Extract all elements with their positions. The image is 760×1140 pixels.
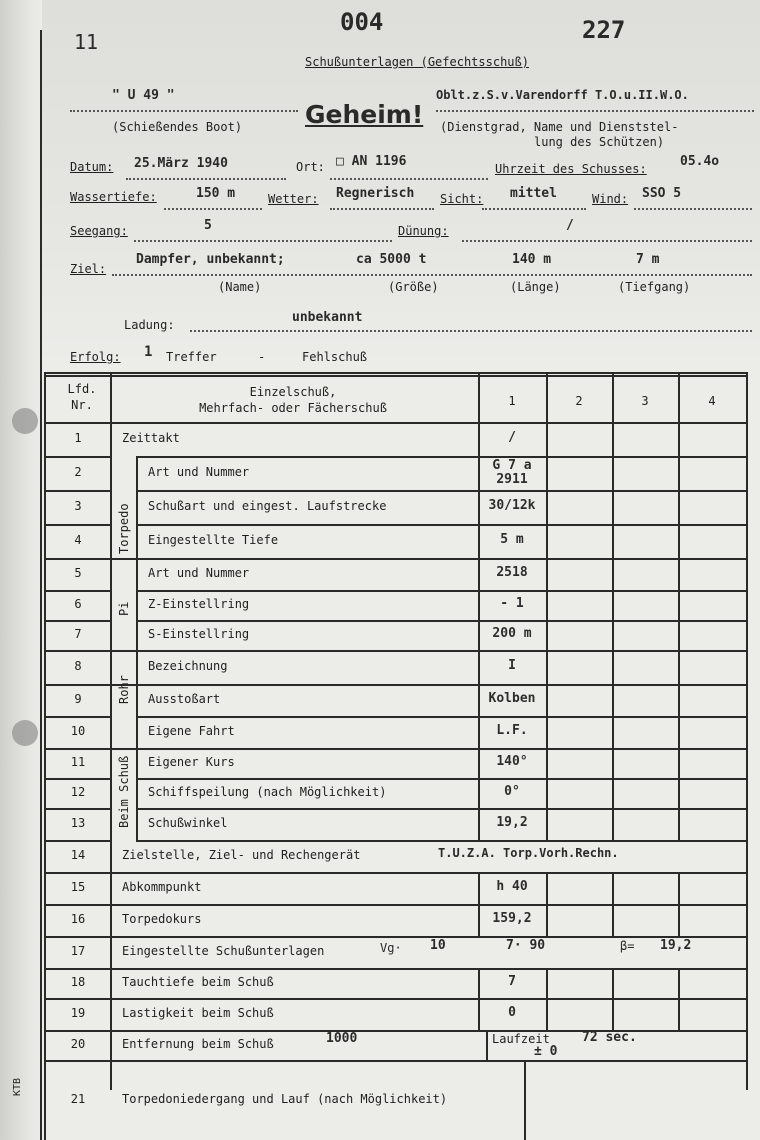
row-value-col1: G 7 a: [492, 458, 532, 473]
col-divider-4: [678, 372, 680, 840]
punch-hole: [12, 720, 38, 746]
wassertiefe-label: Wassertiefe:: [70, 190, 157, 204]
row17-beta-label: β=: [620, 939, 635, 953]
row-label: Abkommpunkt: [122, 880, 202, 894]
boat-caption: (Schießendes Boot): [112, 120, 243, 134]
row-value-col1: L.F.: [496, 723, 528, 738]
secret-stamp: Geheim!: [305, 100, 424, 129]
wassertiefe-value: 150 m: [196, 186, 236, 201]
row-label: Schußart und eingest. Laufstrecke: [148, 499, 387, 513]
header-col-4: 4: [708, 394, 716, 408]
row-label: Torpedokurs: [122, 912, 202, 926]
row-divider: [44, 936, 746, 938]
row-value-col1-line2: 2911: [496, 472, 528, 487]
row-number: 11: [70, 755, 86, 769]
row-divider: [136, 778, 746, 780]
seegang-line: [134, 240, 392, 242]
row21-value: ± 0: [534, 1044, 558, 1059]
row-label: Art und Nummer: [148, 566, 250, 580]
shooter-caption-2: lung des Schützen): [534, 135, 665, 149]
datum-value: 25.März 1940: [134, 156, 228, 171]
row17-beta-value: 19,2: [660, 938, 692, 953]
row-label: Eingestellte Tiefe: [148, 533, 279, 547]
row-value-col1: 2518: [496, 565, 528, 580]
row-value-col1: 30/12k: [488, 498, 536, 513]
col-divider-2: [546, 968, 548, 1030]
row-label: Zielstelle, Ziel- und Rechengerät: [122, 848, 361, 862]
row-label: Ausstoßart: [148, 692, 221, 706]
row-divider: [136, 490, 746, 492]
row-number: 6: [74, 597, 82, 611]
wind-line: [634, 208, 752, 210]
erfolg-dash: -: [258, 350, 266, 364]
shooter-caption-1: (Dienstgrad, Name und Dienststel-: [440, 120, 679, 134]
ziel-laenge-value: 140 m: [512, 252, 552, 267]
row-number: 1: [74, 431, 82, 445]
row21-divider: [524, 1060, 526, 1140]
row-number: 13: [70, 816, 86, 830]
row20-divider: [486, 1030, 488, 1060]
row-divider: [136, 840, 746, 842]
page-number: 227: [582, 16, 626, 44]
row-number: 10: [70, 724, 86, 738]
row-number: 7: [74, 627, 82, 641]
row-label: Eigene Fahrt: [148, 724, 235, 738]
row-divider: [136, 524, 746, 526]
form-title: Schußunterlagen (Gefechtsschuß): [305, 55, 529, 69]
sicht-value: mittel: [510, 186, 557, 201]
ladung-label: Ladung:: [124, 318, 175, 332]
header-desc-2: Mehrfach- oder Fächerschuß: [199, 401, 387, 415]
row-divider: [44, 968, 746, 970]
margin-number: 11: [74, 30, 99, 54]
row-label: Bezeichnung: [148, 659, 228, 673]
col-divider-3: [612, 372, 614, 840]
group-beim-schuss: Beim Schuß: [117, 755, 131, 828]
row-label: Eingestellte Schußunterlagen: [122, 944, 325, 958]
erfolg-fehlschuss: Fehlschuß: [302, 350, 368, 364]
row17-vg-label: Vg·: [380, 941, 402, 955]
row-number: 9: [74, 692, 82, 706]
col-divider-4: [678, 872, 680, 936]
row-value-col1: 200 m: [492, 626, 532, 641]
row-label: Schiffspeilung (nach Möglichkeit): [148, 785, 387, 799]
row-number: 17: [70, 944, 86, 958]
shooter-line: [436, 110, 754, 112]
row20-distance: 1000: [326, 1031, 358, 1046]
erfolg-label: Erfolg:: [70, 350, 121, 364]
row-value-col1: h 40: [496, 879, 528, 894]
table-right-border: [746, 372, 748, 1090]
row-value-col1: /: [508, 430, 516, 445]
table-top-border: [44, 372, 746, 374]
wetter-line: [330, 208, 434, 210]
duenung-line: [462, 240, 752, 242]
row-value-col1: 19,2: [496, 815, 528, 830]
document-number: 004: [340, 8, 384, 36]
caption-groesse: (Größe): [388, 280, 439, 294]
sicht-label: Sicht:: [440, 192, 484, 206]
row-number: 21: [70, 1092, 86, 1106]
row-label: Schußwinkel: [148, 816, 228, 830]
col-divider-2: [546, 872, 548, 936]
row-divider-num: [44, 590, 110, 592]
row20-laufzeit-value: 72 sec.: [582, 1030, 637, 1045]
group-torpedo: Torpedo: [117, 503, 131, 554]
row-value-col1: 0: [508, 1005, 516, 1020]
wind-value: SSO 5: [642, 186, 682, 201]
row-number: 15: [70, 880, 86, 894]
ort-value: □ AN 1196: [336, 154, 407, 169]
row-divider-num: [44, 840, 110, 842]
wind-label: Wind:: [592, 192, 629, 206]
ort-line: [330, 178, 488, 180]
row-divider: [136, 716, 746, 718]
row-divider: [136, 808, 746, 810]
row-divider: [44, 748, 746, 750]
row-label: Entfernung beim Schuß: [122, 1037, 274, 1051]
header-col-2: 2: [575, 394, 583, 408]
group-divider-pi: [136, 558, 138, 650]
group-rohr: Rohr: [117, 675, 131, 704]
header-col-1: 1: [508, 394, 516, 408]
table-top-border-double: [44, 375, 746, 377]
row-divider-num: [44, 808, 110, 810]
seegang-label: Seegang:: [70, 224, 128, 238]
row-label: Eigener Kurs: [148, 755, 235, 769]
row-divider: [136, 456, 746, 458]
row-value-col1: 159,2: [492, 911, 532, 926]
caption-laenge: (Länge): [510, 280, 561, 294]
col-divider-3: [612, 872, 614, 936]
row-divider: [44, 998, 746, 1000]
col-divider-3: [612, 968, 614, 1030]
wetter-label: Wetter:: [268, 192, 319, 206]
wetter-value: Regnerisch: [336, 186, 415, 201]
row-number: 12: [70, 785, 86, 799]
row-number: 20: [70, 1037, 86, 1051]
row-label: Lastigkeit beim Schuß: [122, 1006, 274, 1020]
row-label: Tauchtiefe beim Schuß: [122, 975, 274, 989]
uhrzeit-value: 05.4o: [680, 154, 720, 169]
ort-label: Ort:: [296, 160, 325, 174]
row-label: S-Einstellring: [148, 627, 250, 641]
datum-label: Datum:: [70, 160, 114, 174]
row-value-col1: I: [508, 658, 516, 673]
left-margin-line: [40, 30, 42, 1140]
row-number: 4: [74, 533, 82, 547]
row17-vg-value: 10: [430, 938, 446, 953]
erfolg-treffer: Treffer: [166, 350, 217, 364]
row-value-col1: 0°: [504, 784, 520, 799]
ladung-value: unbekannt: [292, 310, 363, 325]
row-number: 2: [74, 465, 82, 479]
row-value-col1: 7: [508, 974, 516, 989]
row-divider: [44, 684, 746, 686]
row-number: 3: [74, 499, 82, 513]
group-divider-rohr: [136, 650, 138, 716]
row-number: 19: [70, 1006, 86, 1020]
ziel-groesse-value: ca 5000 t: [356, 252, 427, 267]
col-divider-2: [546, 372, 548, 840]
ziel-label: Ziel:: [70, 262, 107, 276]
row-divider: [44, 1030, 746, 1032]
row-divider-num: [44, 490, 110, 492]
punch-hole: [12, 408, 38, 434]
row-label: Z-Einstellring: [148, 597, 250, 611]
row14-value: T.U.Z.A. Torp.Vorh.Rechn.: [438, 846, 619, 860]
row-divider: [44, 1060, 746, 1062]
boat-line: [70, 110, 298, 112]
ziel-tiefgang-value: 7 m: [636, 252, 660, 267]
duenung-label: Dünung:: [398, 224, 449, 238]
row-number: 14: [70, 848, 86, 862]
boat-name: " U 49 ": [112, 88, 175, 103]
row-divider: [44, 558, 746, 560]
datum-line: [126, 178, 286, 180]
header-lfd: Lfd.: [67, 382, 97, 396]
row-divider-num: [44, 524, 110, 526]
erfolg-treffer-count: 1: [144, 344, 153, 360]
group-divider-beim: [136, 716, 138, 840]
group-pi: Pi: [117, 601, 131, 616]
caption-name: (Name): [218, 280, 262, 294]
row-divider-num: [44, 620, 110, 622]
col-divider-desc: [110, 372, 112, 1090]
row-value-col1: 140°: [496, 754, 528, 769]
row-number: 8: [74, 659, 82, 673]
row-number: 18: [70, 975, 86, 989]
row-divider: [44, 650, 746, 652]
row-value-col1: 5 m: [500, 532, 524, 547]
ziel-name-value: Dampfer, unbekannt;: [136, 252, 285, 267]
shooter-name: Oblt.z.S.v.Varendorff T.O.u.II.W.O.: [436, 88, 689, 102]
uhrzeit-label: Uhrzeit des Schusses:: [495, 162, 647, 176]
row-divider: [136, 590, 746, 592]
row-divider: [44, 872, 746, 874]
row-value-col1: - 1: [500, 596, 524, 611]
wassertiefe-line: [164, 208, 262, 210]
header-nr: Nr.: [71, 398, 93, 412]
row17-mid-value: 7· 90: [506, 938, 546, 953]
row-divider: [44, 422, 746, 424]
row-divider: [136, 620, 746, 622]
seegang-value: 5: [204, 218, 212, 233]
row20-laufzeit-label: Laufzeit: [492, 1032, 550, 1046]
row-label: Art und Nummer: [148, 465, 250, 479]
header-desc-1: Einzelschuß,: [249, 385, 337, 399]
header-col-3: 3: [641, 394, 649, 408]
margin-note: KTB: [12, 1077, 23, 1096]
row-number: 5: [74, 566, 82, 580]
duenung-value: /: [566, 218, 574, 233]
page-binding-edge: [0, 0, 42, 1140]
row-divider-num: [44, 456, 110, 458]
sicht-line: [482, 208, 586, 210]
row-label: Torpedoniedergang und Lauf (nach Möglichkeit): [122, 1092, 448, 1106]
row-label: Zeittakt: [122, 431, 180, 445]
row-divider-num: [44, 716, 110, 718]
col-divider-4: [678, 968, 680, 1030]
row-divider-num: [44, 778, 110, 780]
ladung-line: [190, 330, 752, 332]
ziel-line: [112, 274, 752, 276]
row-value-col1: Kolben: [488, 691, 536, 706]
row-number: 16: [70, 912, 86, 926]
row-divider: [44, 904, 746, 906]
caption-tiefgang: (Tiefgang): [618, 280, 691, 294]
